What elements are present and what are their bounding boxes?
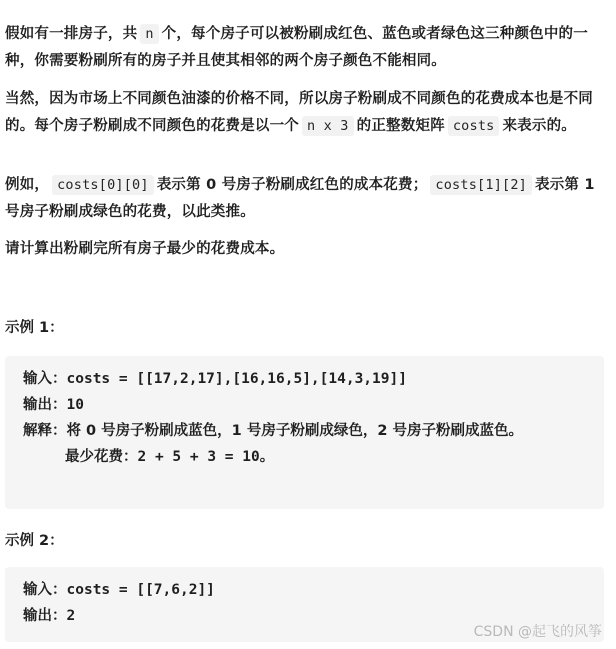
min-cost-label: 最少花费： <box>65 449 138 465</box>
text: 表示第 0 号房子粉刷成红色的成本花费； <box>156 177 428 193</box>
text: 来表示的。 <box>502 118 576 134</box>
inline-code-costs-1-2: costs[1][2] <box>430 175 532 195</box>
input-value: costs = [[17,2,17],[16,16,5],[14,3,19]] <box>66 371 407 387</box>
min-cost-value: 2 + 5 + 3 = 10。 <box>137 449 275 465</box>
intro-paragraph-1 <box>5 21 601 75</box>
output-label: 输出： <box>23 397 67 413</box>
example-1-output <box>23 392 604 418</box>
inline-code-n: n <box>140 24 158 44</box>
example-2-input <box>23 577 604 603</box>
example-1-block <box>5 356 604 509</box>
example-1-explanation <box>23 418 568 444</box>
inline-code-costs-0-0: costs[0][0] <box>52 175 154 195</box>
example-2-title: 示例 2： <box>5 533 64 549</box>
intro-paragraph-2 <box>5 86 601 140</box>
text: 假如有一排房子，共 <box>5 26 138 42</box>
watermark: CSDN @起飞的风筝 <box>473 624 602 640</box>
inline-code-costs: costs <box>448 116 500 136</box>
input-value: costs = [[7,6,2]] <box>66 582 215 598</box>
text: 表示第 1 号房子粉刷成绿色的花费，以此类推。 <box>5 177 595 220</box>
intro-paragraph-4: 请计算出粉刷完所有房子最少的花费成本。 <box>5 241 285 257</box>
output-value: 10 <box>66 397 84 413</box>
inline-code-matrix-size: n x 3 <box>302 116 354 136</box>
explanation-label: 解释： <box>23 423 67 439</box>
input-label: 输入： <box>23 582 67 598</box>
output-value: 2 <box>66 608 76 624</box>
explanation-value: 将 0 号房子粉刷成蓝色，1 号房子粉刷成绿色，2 号房子粉刷成蓝色。 <box>66 423 523 439</box>
text: 个，每个房子可以被粉刷成红色、蓝色或者绿色这三种颜色中的一种，你需要粉刷所有的房子并且使其相邻的两个房子颜色不能相同。 <box>5 26 588 69</box>
output-label: 输出： <box>23 608 67 624</box>
example-1-min-cost <box>23 444 604 470</box>
text: 当然，因为市场上不同颜色油漆的价格不同，所以房子粉刷成不同颜色的花费成本也是不同的。每个房子粉刷成不同颜色的花费是以一个 <box>5 91 593 134</box>
example-1-title: 示例 1： <box>5 320 64 336</box>
input-label: 输入： <box>23 371 67 387</box>
text: 例如， <box>5 177 50 193</box>
text: 的正整数矩阵 <box>356 118 445 134</box>
example-1-input <box>23 366 604 392</box>
intro-paragraph-3 <box>5 172 601 226</box>
